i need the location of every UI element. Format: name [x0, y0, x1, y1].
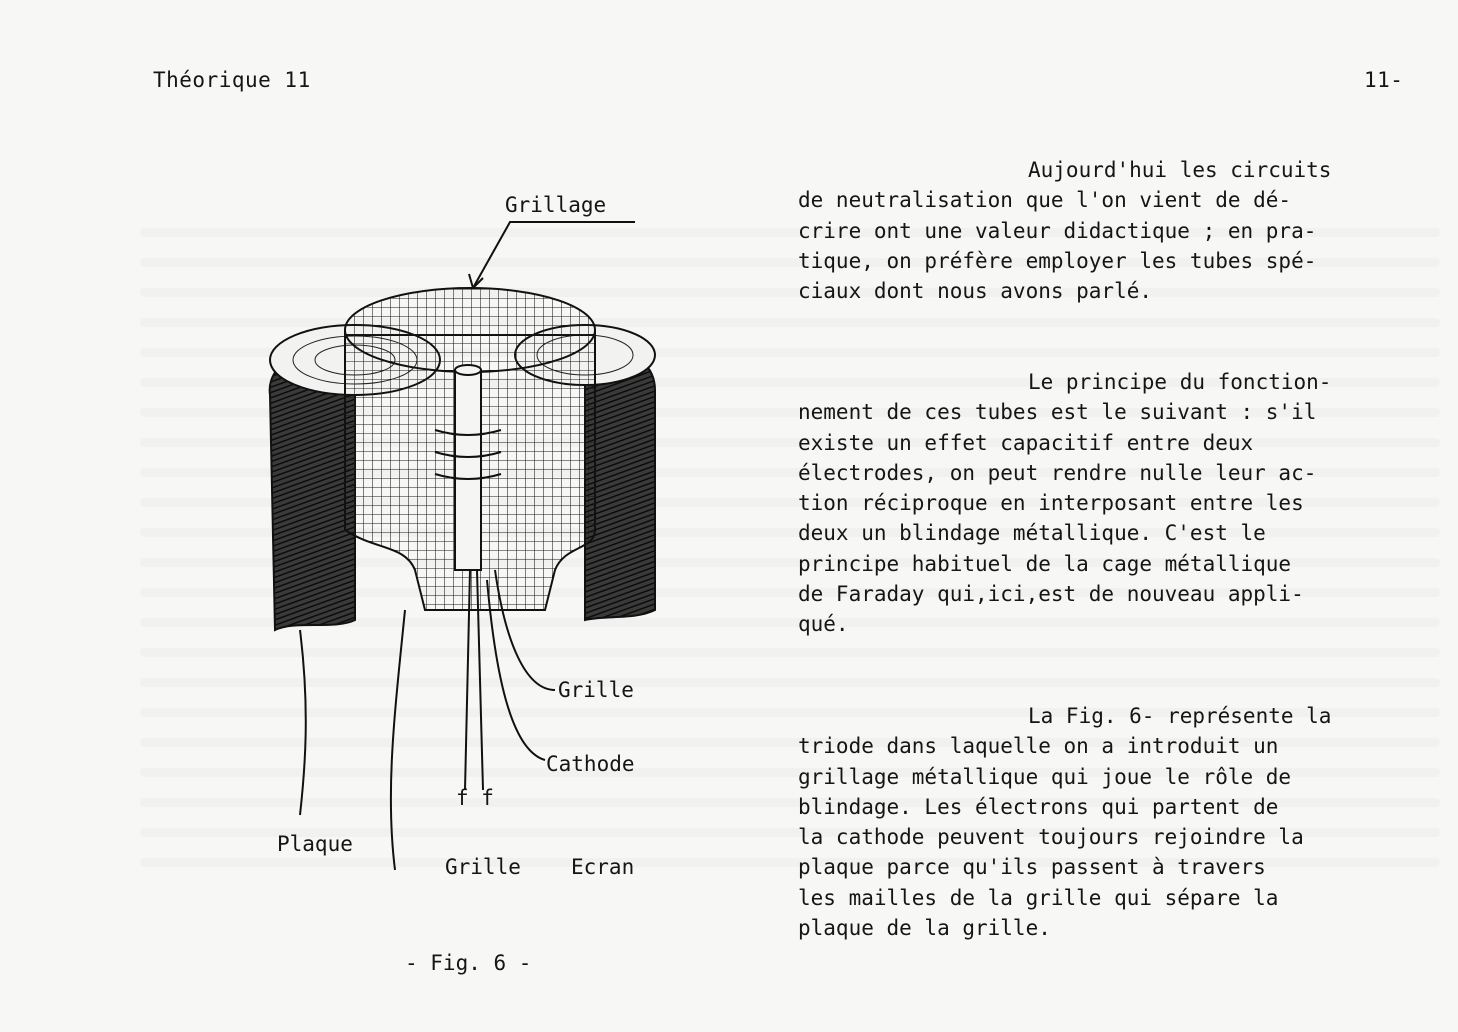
- text-line: la cathode peuvent toujours rejoindre la: [798, 825, 1304, 850]
- text-line: deux un blindage métallique. C'est le: [798, 521, 1266, 546]
- text-line: tion réciproque en interposant entre les: [798, 491, 1304, 516]
- text-line: plaque parce qu'ils passent à travers: [798, 855, 1266, 880]
- text-line: électrodes, on peut rendre nulle leur ac-: [798, 460, 1317, 485]
- text-line: les mailles de la grille qui sépare la: [798, 885, 1279, 910]
- figure-caption: - Fig. 6 -: [405, 951, 532, 975]
- text-line: de neutralisation que l'on vient de dé-: [798, 188, 1292, 213]
- text-line: grillage métallique qui joue le rôle de: [798, 764, 1292, 789]
- text-line: nement de ces tubes est le suivant : s'il: [798, 400, 1317, 425]
- text-line: Le principe du fonction-: [1028, 370, 1332, 394]
- cathode-rod: [455, 370, 481, 570]
- running-header-title: Théorique 11: [153, 68, 311, 92]
- text-line: triode dans laquelle on a introduit un: [798, 734, 1279, 759]
- text-line: existe un effet capacitif entre deux: [798, 430, 1254, 455]
- text-line: La Fig. 6- représente la: [1028, 704, 1332, 728]
- label-grille-top: Grille: [558, 678, 634, 702]
- text-line: blindage. Les électrons qui partent de: [798, 794, 1279, 819]
- text-line: Aujourd'hui les circuits: [1028, 158, 1332, 182]
- text-line: de Faraday qui,ici,est de nouveau appli-: [798, 582, 1304, 607]
- label-ecran: Ecran: [571, 855, 635, 879]
- label-cathode: Cathode: [546, 752, 635, 776]
- label-grillage: Grillage: [505, 193, 607, 217]
- label-filament: f f: [456, 786, 494, 810]
- text-line: plaque de la grille.: [798, 916, 1051, 941]
- grillage-leader: [473, 222, 635, 288]
- label-plaque: Plaque: [277, 832, 353, 856]
- text-line: principe habituel de la cage métallique: [798, 551, 1292, 576]
- paragraph-neutralisation: [798, 155, 1438, 306]
- paragraph-fig6: [798, 701, 1438, 943]
- screen-mesh-top: [345, 288, 595, 372]
- lead-plaque: [300, 630, 306, 815]
- label-grille-bottom: Grille: [445, 855, 521, 879]
- text-line: ciaux dont nous avons parlé.: [798, 279, 1153, 304]
- text-line: qué.: [798, 612, 849, 637]
- lead-grille: [391, 610, 405, 870]
- paragraph-principe: [798, 367, 1438, 640]
- text-line: crire ont une valeur didactique ; en pra-: [798, 218, 1317, 243]
- page-number: 11-: [1364, 68, 1404, 92]
- text-line: tique, on préfère employer les tubes spé-: [798, 248, 1317, 273]
